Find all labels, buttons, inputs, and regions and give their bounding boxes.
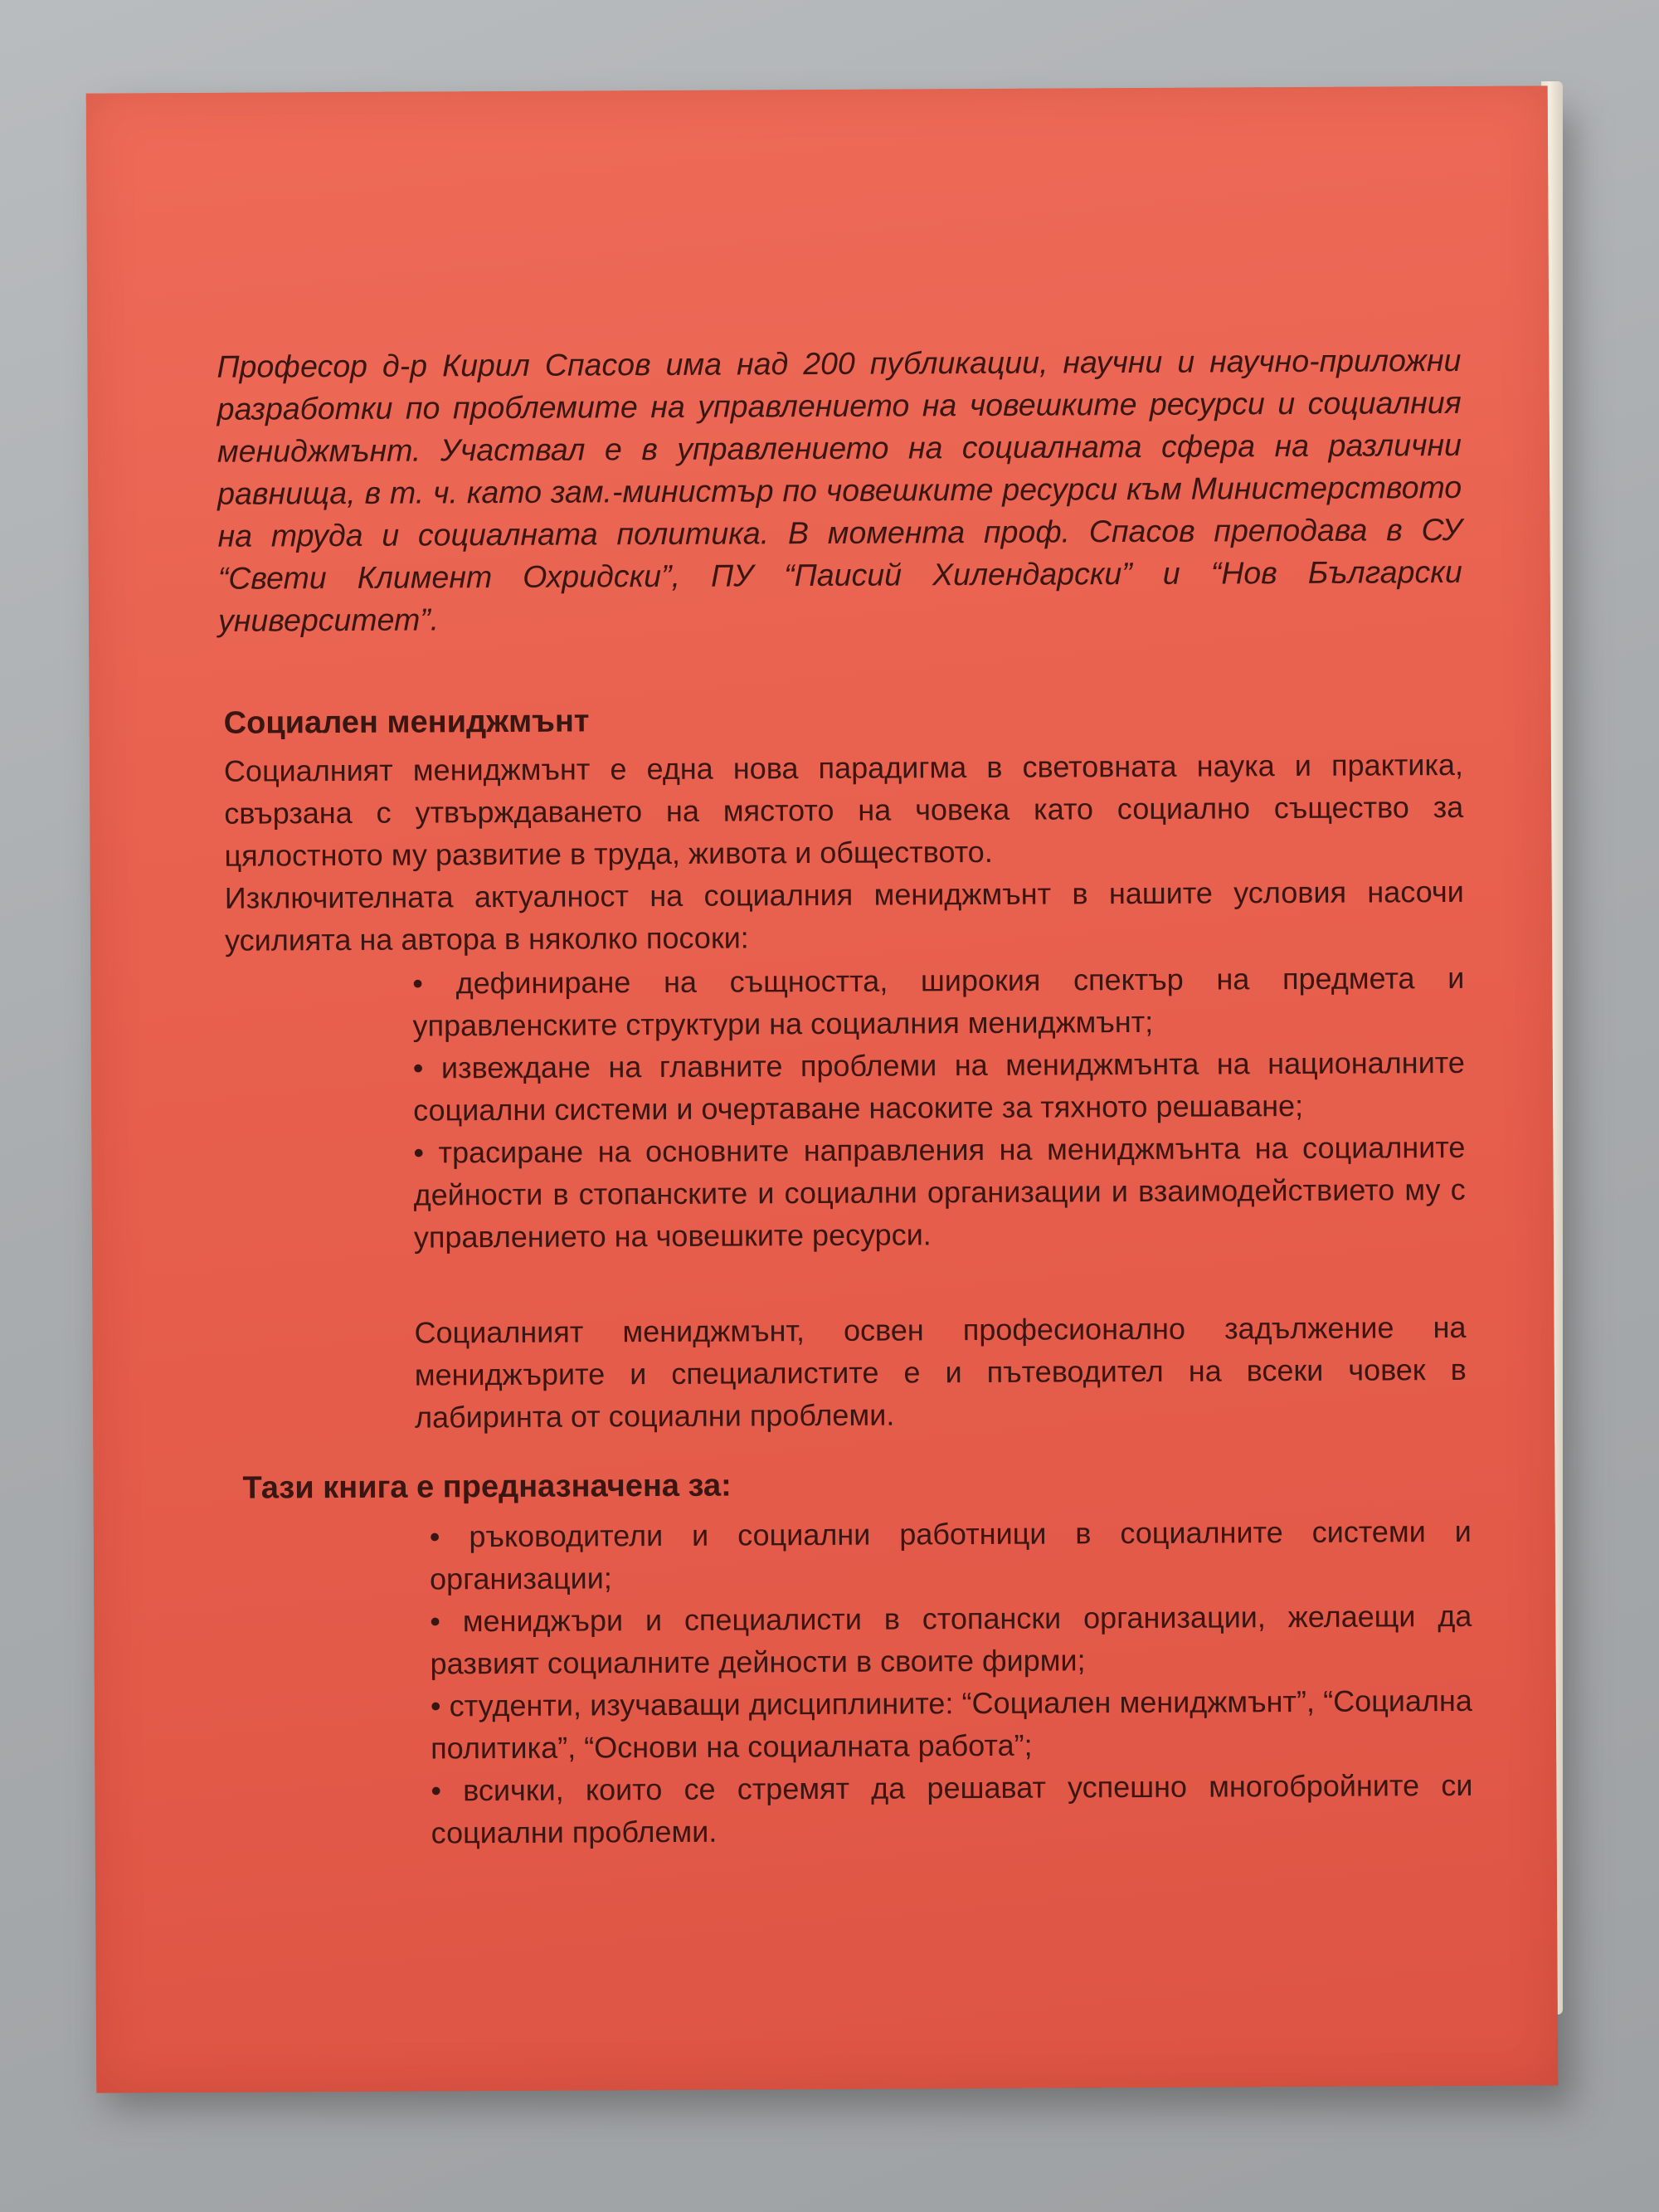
list-item: • всички, които се стремят да решават успешно многобройните си социални проблеми. [431,1767,1473,1850]
intro-paragraph: Социалният мениджмънт е една нова парадигма в световната наука и практика, свързана с утвърждаването на мястото на човека като социално същество за цялостното му развитие в труда, живота и обществото. [223,747,1464,873]
list-item: • извеждане на главните проблеми на мениджмънта на националните социални системи и очертаване насоките за тяхното решаване; [412,1045,1465,1128]
list-item: • ръководители и социални работници в социалните системи и организации; [429,1513,1472,1596]
list-item: • трасиране на основните направления на мениджмънта на социалните дейности в стопанските и социални организации и взаимодействието му с управлението на човешките ресурси. [413,1129,1466,1255]
section-title-social-management: Социален мениджмънт [223,704,590,741]
focus-list [412,957,1466,1259]
audience-list [430,1510,1473,1854]
section-title-audience: Тази книга е предназначена за: [242,1468,732,1506]
list-item: • студенти, изучаващи дисциплините: “Социален мениджмънт”, “Социална политика”, “Основи на социалната работа”; [430,1683,1472,1766]
book-back-cover [86,85,1559,2093]
intro-paragraph: Изключителната актуалност на социалния мениджмънт в нашите условия насочи усилията на автора в няколко посоки: [224,874,1464,957]
section-intro [224,743,1464,962]
author-bio: Професор д-р Кирил Спасов има над 200 публикации, научни и научно-приложни разработки по проблемите на управлението на човешките ресурси и социалния мениджмънт. Участвал е в управлението на социалната сфера на различни равнища, в т. ч. като зам.-министър по човешките ресурси към Министерството на труда и социалната политика. В момента проф. Спасов преподава в СУ “Свети Климент Охридски”, ПУ “Паисий Хилендарски” и “Нов Български университет”. [216,342,1462,638]
list-item: • дефиниране на същността, широкия спектър на предмета и управленските структури на социалния мениджмънт; [412,960,1465,1043]
closing-paragraph: Социалният мениджмънт, освен професионално задължение на мениджърите и специалистите е и пътеводител на всеки човек в лабиринта от социални проблеми. [414,1309,1467,1435]
list-item: • мениджъри и специалисти в стопански организации, желаещи да развият социалните дейности в своите фирми; [430,1598,1472,1681]
